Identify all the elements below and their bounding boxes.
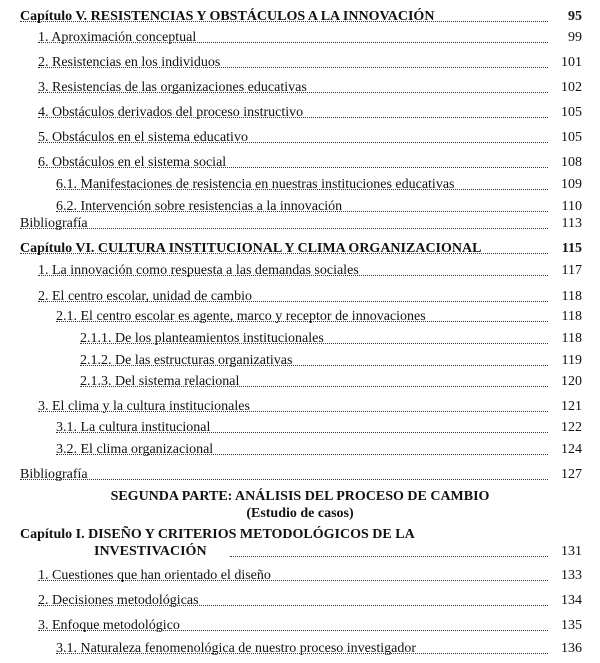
entry-page: 118	[548, 288, 582, 306]
entry-page: 134	[548, 592, 582, 610]
dot-leader	[56, 321, 560, 322]
entry-page: 95	[548, 8, 582, 26]
entry-title: 2.1. El centro escolar es agente, marco y receptor de innovaciones	[56, 309, 426, 324]
toc-entry[interactable]	[0, 352, 600, 370]
toc-entry[interactable]	[0, 617, 600, 635]
entry-title: 3. Enfoque metodológico	[38, 618, 180, 633]
entry-title: Capítulo VI. CULTURA INSTITUCIONAL Y CLIMA ORGANIZACIONAL	[20, 241, 482, 256]
entry-page: 133	[548, 567, 582, 585]
entry-title: 4. Obstáculos derivados del proceso instructivo	[38, 105, 304, 120]
toc-entry[interactable]	[0, 466, 600, 484]
toc-entry[interactable]	[0, 398, 600, 416]
entry-page: 105	[548, 104, 582, 122]
entry-page: 102	[548, 79, 582, 97]
toc-entry[interactable]	[0, 79, 600, 97]
dot-leader	[230, 556, 560, 557]
entry-page: 101	[548, 54, 582, 72]
entry-title: 3. Resistencias de las organizaciones educativas	[38, 80, 307, 95]
entry-page: 131	[548, 543, 582, 561]
dot-leader	[38, 580, 560, 581]
entry-title: Bibliografía	[20, 216, 88, 231]
dot-leader	[56, 189, 560, 190]
entry-title: 3.2. El clima organizacional	[56, 442, 214, 457]
entry-title: 1. Cuestiones que han orientado el diseño	[38, 568, 271, 583]
toc-entry[interactable]	[0, 543, 600, 561]
entry-page: 120	[548, 373, 582, 391]
dot-leader	[56, 653, 560, 654]
dot-leader	[80, 343, 560, 344]
dot-leader	[38, 117, 560, 118]
entry-page: 118	[548, 308, 582, 326]
entry-page: 113	[548, 215, 582, 233]
entry-page: 135	[548, 617, 582, 635]
entry-title: 5. Obstáculos en el sistema educativo	[38, 130, 248, 145]
dot-leader	[38, 167, 560, 168]
toc-entry[interactable]	[0, 330, 600, 348]
entry-page: 121	[548, 398, 582, 416]
toc-entry[interactable]	[0, 29, 600, 47]
dot-leader	[38, 42, 560, 43]
toc-entry[interactable]	[0, 176, 600, 194]
dot-leader	[38, 630, 560, 631]
dot-leader	[80, 365, 560, 366]
dot-leader	[38, 301, 560, 302]
entry-title: Capítulo V. RESISTENCIAS Y OBSTÁCULOS A LA INNOVACIÓN	[20, 9, 435, 24]
toc-entry[interactable]	[0, 592, 600, 610]
toc-entry[interactable]	[0, 419, 600, 437]
part-subtitle: (Estudio de casos)	[246, 506, 354, 521]
dot-leader	[20, 21, 560, 22]
dot-leader	[38, 275, 560, 276]
entry-page: 124	[548, 441, 582, 459]
entry-title: 3.1. Naturaleza fenomenológica de nuestro proceso investigador	[56, 641, 416, 656]
entry-page: 119	[548, 352, 582, 370]
toc-entry[interactable]	[0, 8, 600, 26]
toc-entry[interactable]	[0, 154, 600, 172]
entry-page: 108	[548, 154, 582, 172]
dot-leader	[20, 479, 560, 480]
entry-title: 2. Decisiones metodológicas	[38, 593, 199, 608]
dot-leader	[80, 386, 560, 387]
dot-leader	[56, 454, 560, 455]
entry-title: 3.1. La cultura institucional	[56, 420, 211, 435]
toc-entry[interactable]	[0, 567, 600, 585]
entry-title: Bibliografía	[20, 467, 88, 482]
entry-page: 117	[548, 262, 582, 280]
entry-title: 2.1.1. De los planteamientos institucionales	[80, 331, 324, 346]
entry-title: 1. Aproximación conceptual	[38, 30, 197, 45]
dot-leader	[20, 228, 560, 229]
dot-leader	[38, 67, 560, 68]
chapter-heading-line2: INVESTIVACIÓN	[94, 544, 207, 559]
entry-page: 110	[548, 198, 582, 216]
dot-leader	[38, 605, 560, 606]
dot-leader	[56, 211, 560, 212]
toc-entry[interactable]	[0, 262, 600, 280]
entry-page: 122	[548, 419, 582, 437]
entry-title: 6.1. Manifestaciones de resistencia en nuestras instituciones educativas	[56, 177, 455, 192]
toc-entry[interactable]	[0, 640, 600, 658]
dot-leader	[20, 253, 560, 254]
part-title: SEGUNDA PARTE: ANÁLISIS DEL PROCESO DE CAMBIO	[110, 489, 490, 504]
toc-entry[interactable]	[0, 215, 600, 233]
entry-page: 115	[548, 240, 582, 258]
toc-entry[interactable]	[0, 288, 600, 306]
entry-title: 3. El clima y la cultura institucionales	[38, 399, 250, 414]
entry-page: 105	[548, 129, 582, 147]
entry-page: 136	[548, 640, 582, 658]
entry-page: 109	[548, 176, 582, 194]
entry-page: 99	[548, 29, 582, 47]
toc-entry[interactable]	[0, 104, 600, 122]
entry-title: 2. Resistencias en los individuos	[38, 55, 221, 70]
entry-title: 2. El centro escolar, unidad de cambio	[38, 289, 253, 304]
entry-title: 6. Obstáculos en el sistema social	[38, 155, 227, 170]
entry-title: 1. La innovación como respuesta a las demandas sociales	[38, 263, 359, 278]
entry-title: 2.1.2. De las estructuras organizativas	[80, 353, 293, 368]
toc-entry[interactable]	[0, 129, 600, 147]
toc-entry[interactable]	[0, 54, 600, 72]
toc-entry[interactable]	[0, 373, 600, 391]
toc-entry[interactable]	[0, 240, 600, 258]
chapter-heading-line1: Capítulo I. DISEÑO Y CRITERIOS METODOLÓGICOS DE LA	[20, 527, 415, 542]
entry-page: 118	[548, 330, 582, 348]
entry-title: 6.2. Intervención sobre resistencias a la innovación	[56, 199, 343, 214]
dot-leader	[38, 92, 560, 93]
entry-title: 2.1.3. Del sistema relacional	[80, 374, 240, 389]
dot-leader	[38, 142, 560, 143]
dot-leader	[56, 432, 560, 433]
toc-entry[interactable]	[0, 308, 600, 326]
dot-leader	[38, 411, 560, 412]
entry-page: 127	[548, 466, 582, 484]
toc-entry[interactable]	[0, 198, 600, 216]
toc-entry[interactable]	[0, 441, 600, 459]
